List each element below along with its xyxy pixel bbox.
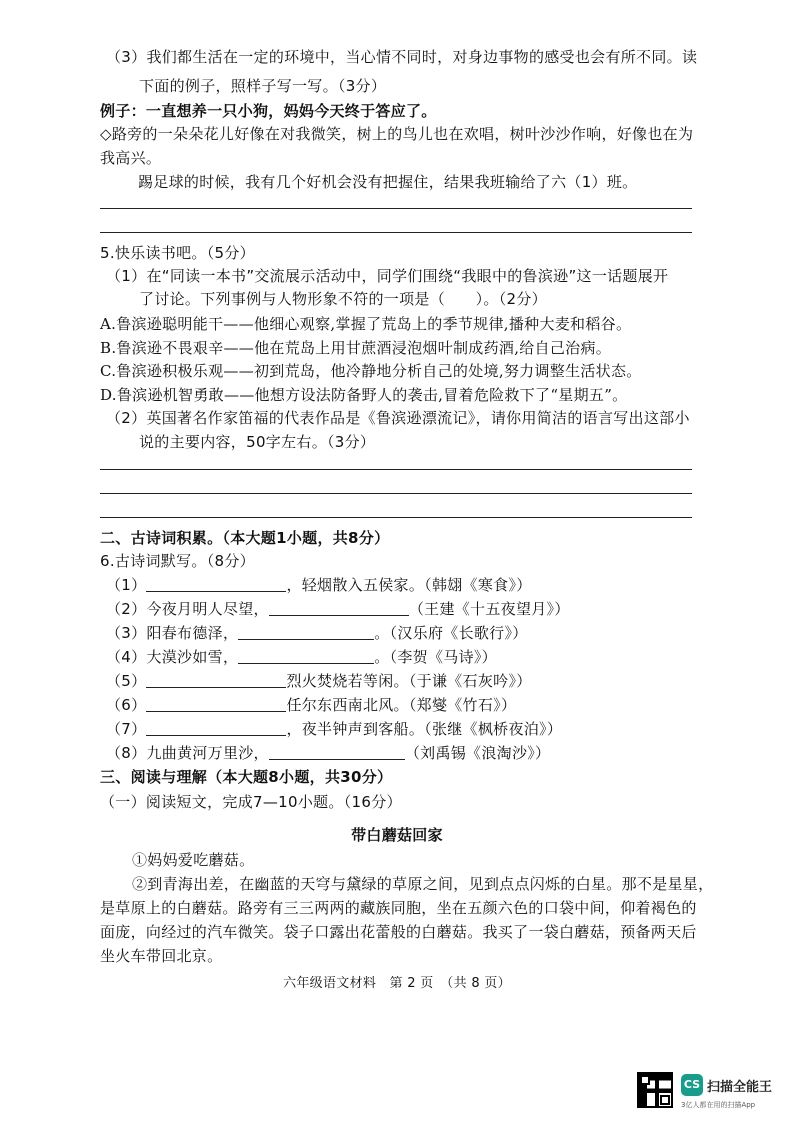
fill-blank[interactable] — [269, 745, 405, 760]
fill-blank[interactable] — [146, 697, 286, 712]
q6-title: 6.古诗词默写。（8分） — [100, 552, 255, 570]
item-text-before: 九曲黄河万里沙， — [146, 744, 269, 762]
item-number: （4） — [106, 648, 147, 666]
item-number: （3） — [106, 624, 147, 642]
poem-item-1 — [106, 575, 532, 595]
answer-line[interactable] — [100, 232, 692, 233]
item-number: （5） — [106, 672, 147, 690]
item-text-after: ，夜半钟声到客船。（张继《枫桥夜泊》） — [286, 720, 563, 738]
answer-line[interactable] — [100, 208, 692, 209]
q5-2-line2: 说的主要内容，50字左右。（3分） — [139, 433, 376, 451]
fill-blank[interactable] — [146, 673, 286, 688]
item-text-after: ，轻烟散入五侯家。（韩翃《寒食》） — [286, 576, 532, 594]
q5-1-line1: （1）在“同读一本书”交流展示活动中，同学们围绕“我眼中的鲁滨逊”这一话题展开 — [106, 267, 669, 285]
item-text-after: （王建《十五夜望月》） — [408, 600, 570, 618]
answer-line[interactable] — [100, 493, 692, 494]
section-3-title: 三、阅读与理解（本大题8小题，共30分） — [100, 768, 393, 786]
q5-1-line2: 了讨论。下列事例与人物形象不符的一项是（ ）。（2分） — [139, 290, 547, 308]
item-number: （1） — [106, 576, 147, 594]
reading-part-1: （一）阅读短文，完成7—10小题。（16分） — [100, 793, 402, 811]
section-2-title: 二、古诗词积累。（本大题1小题，共8分） — [100, 529, 390, 547]
poem-item-7 — [106, 719, 562, 739]
poem-item-6 — [106, 695, 516, 715]
fill-blank[interactable] — [146, 721, 286, 736]
article-para-2-line3: 面庞，向经过的汽车微笑。袋子口露出花蕾般的白蘑菇。我买了一袋白蘑菇，预备两天后 — [100, 923, 697, 941]
q4-3-example: 例子：一直想养一只小狗，妈妈今天终于答应了。 — [100, 102, 437, 120]
fill-blank[interactable] — [269, 601, 409, 616]
fill-blank[interactable] — [146, 577, 286, 592]
q4-3-task: 踢足球的时候，我有几个好机会没有把握住，结果我班输给了六（1）班。 — [138, 173, 638, 191]
fill-blank[interactable] — [238, 649, 374, 664]
item-text-after: 。（李贺《马诗》） — [374, 648, 497, 666]
q4-3-answer-line1: ◇路旁的一朵朵花儿好像在对我微笑，树上的鸟儿也在欢唱，树叶沙沙作响，好像也在为 — [100, 125, 694, 143]
item-number: （8） — [106, 744, 147, 762]
article-para-2-line1: ②到青海出差，在幽蓝的天穹与黛绿的草原之间，见到点点闪烁的白星。那不是星星， — [132, 875, 714, 893]
item-text-before: 今夜月明人尽望， — [146, 600, 269, 618]
q4-3-line2: 下面的例子，照样子写一写。（3分） — [139, 77, 387, 95]
option-b: B.鲁滨逊不畏艰辛——他在荒岛上用甘蔗酒浸泡烟叶制成药酒,给自己治病。 — [100, 339, 612, 357]
item-text-after: 。（汉乐府《长歌行》） — [374, 624, 528, 642]
item-text-before: 阳春布德泽， — [146, 624, 239, 642]
poem-item-3 — [106, 623, 528, 643]
poem-item-2 — [106, 599, 570, 619]
item-text-after: 烈火焚烧若等闲。（于谦《石灰吟》） — [286, 672, 532, 690]
item-number: （6） — [106, 696, 147, 714]
poem-item-5 — [106, 671, 532, 691]
fill-blank[interactable] — [238, 625, 374, 640]
scanner-app-tagline: 3亿人都在用的扫描App — [681, 1101, 756, 1109]
q4-3-line1: （3）我们都生活在一定的环境中，当心情不同时，对身边事物的感受也会有所不同。读 — [106, 48, 698, 66]
item-text-before: 大漠沙如雪， — [146, 648, 239, 666]
q5-2-line1: （2）英国著名作家笛福的代表作品是《鲁滨逊漂流记》，请你用简洁的语言写出这部小 — [106, 409, 690, 427]
item-number: （2） — [106, 600, 147, 618]
option-c: C.鲁滨逊积极乐观——初到荒岛，他冷静地分析自己的处境,努力调整生活状态。 — [100, 362, 642, 380]
poem-item-4 — [106, 647, 497, 667]
q5-title: 5.快乐读书吧。（5分） — [100, 244, 255, 262]
article-para-1: ①妈妈爱吃蘑菇。 — [132, 851, 255, 869]
item-text-after: 任尔东西南北风。（郑燮《竹石》） — [286, 696, 517, 714]
answer-line[interactable] — [100, 469, 692, 470]
option-d: D.鲁滨逊机智勇敢——他想方设法防备野人的袭击,冒着危险救下了“星期五”。 — [100, 386, 628, 404]
page-footer: 六年级语文材料 第 2 页 （共 8 页） — [283, 976, 511, 991]
poem-item-8 — [106, 743, 550, 763]
qr-code — [637, 1072, 673, 1108]
option-a: A.鲁滨逊聪明能干——他细心观察,掌握了荒岛上的季节规律,播种大麦和稻谷。 — [100, 315, 632, 333]
q4-3-answer-line2: 我高兴。 — [100, 149, 162, 167]
article-para-2-line4: 坐火车带回北京。 — [100, 947, 223, 965]
article-para-2-line2: 是草原上的白蘑菇。路旁有三三两两的藏族同胞，坐在五颜六色的口袋中间，仰着褐色的 — [100, 899, 697, 917]
article-title: 带白蘑菇回家 — [351, 826, 443, 844]
camscanner-logo-icon: CS — [681, 1074, 703, 1096]
scanner-app-name: 扫描全能王 — [707, 1080, 773, 1095]
item-text-after: （刘禹锡《浪淘沙》） — [404, 744, 551, 762]
item-number: （7） — [106, 720, 147, 738]
answer-line[interactable] — [100, 517, 692, 518]
